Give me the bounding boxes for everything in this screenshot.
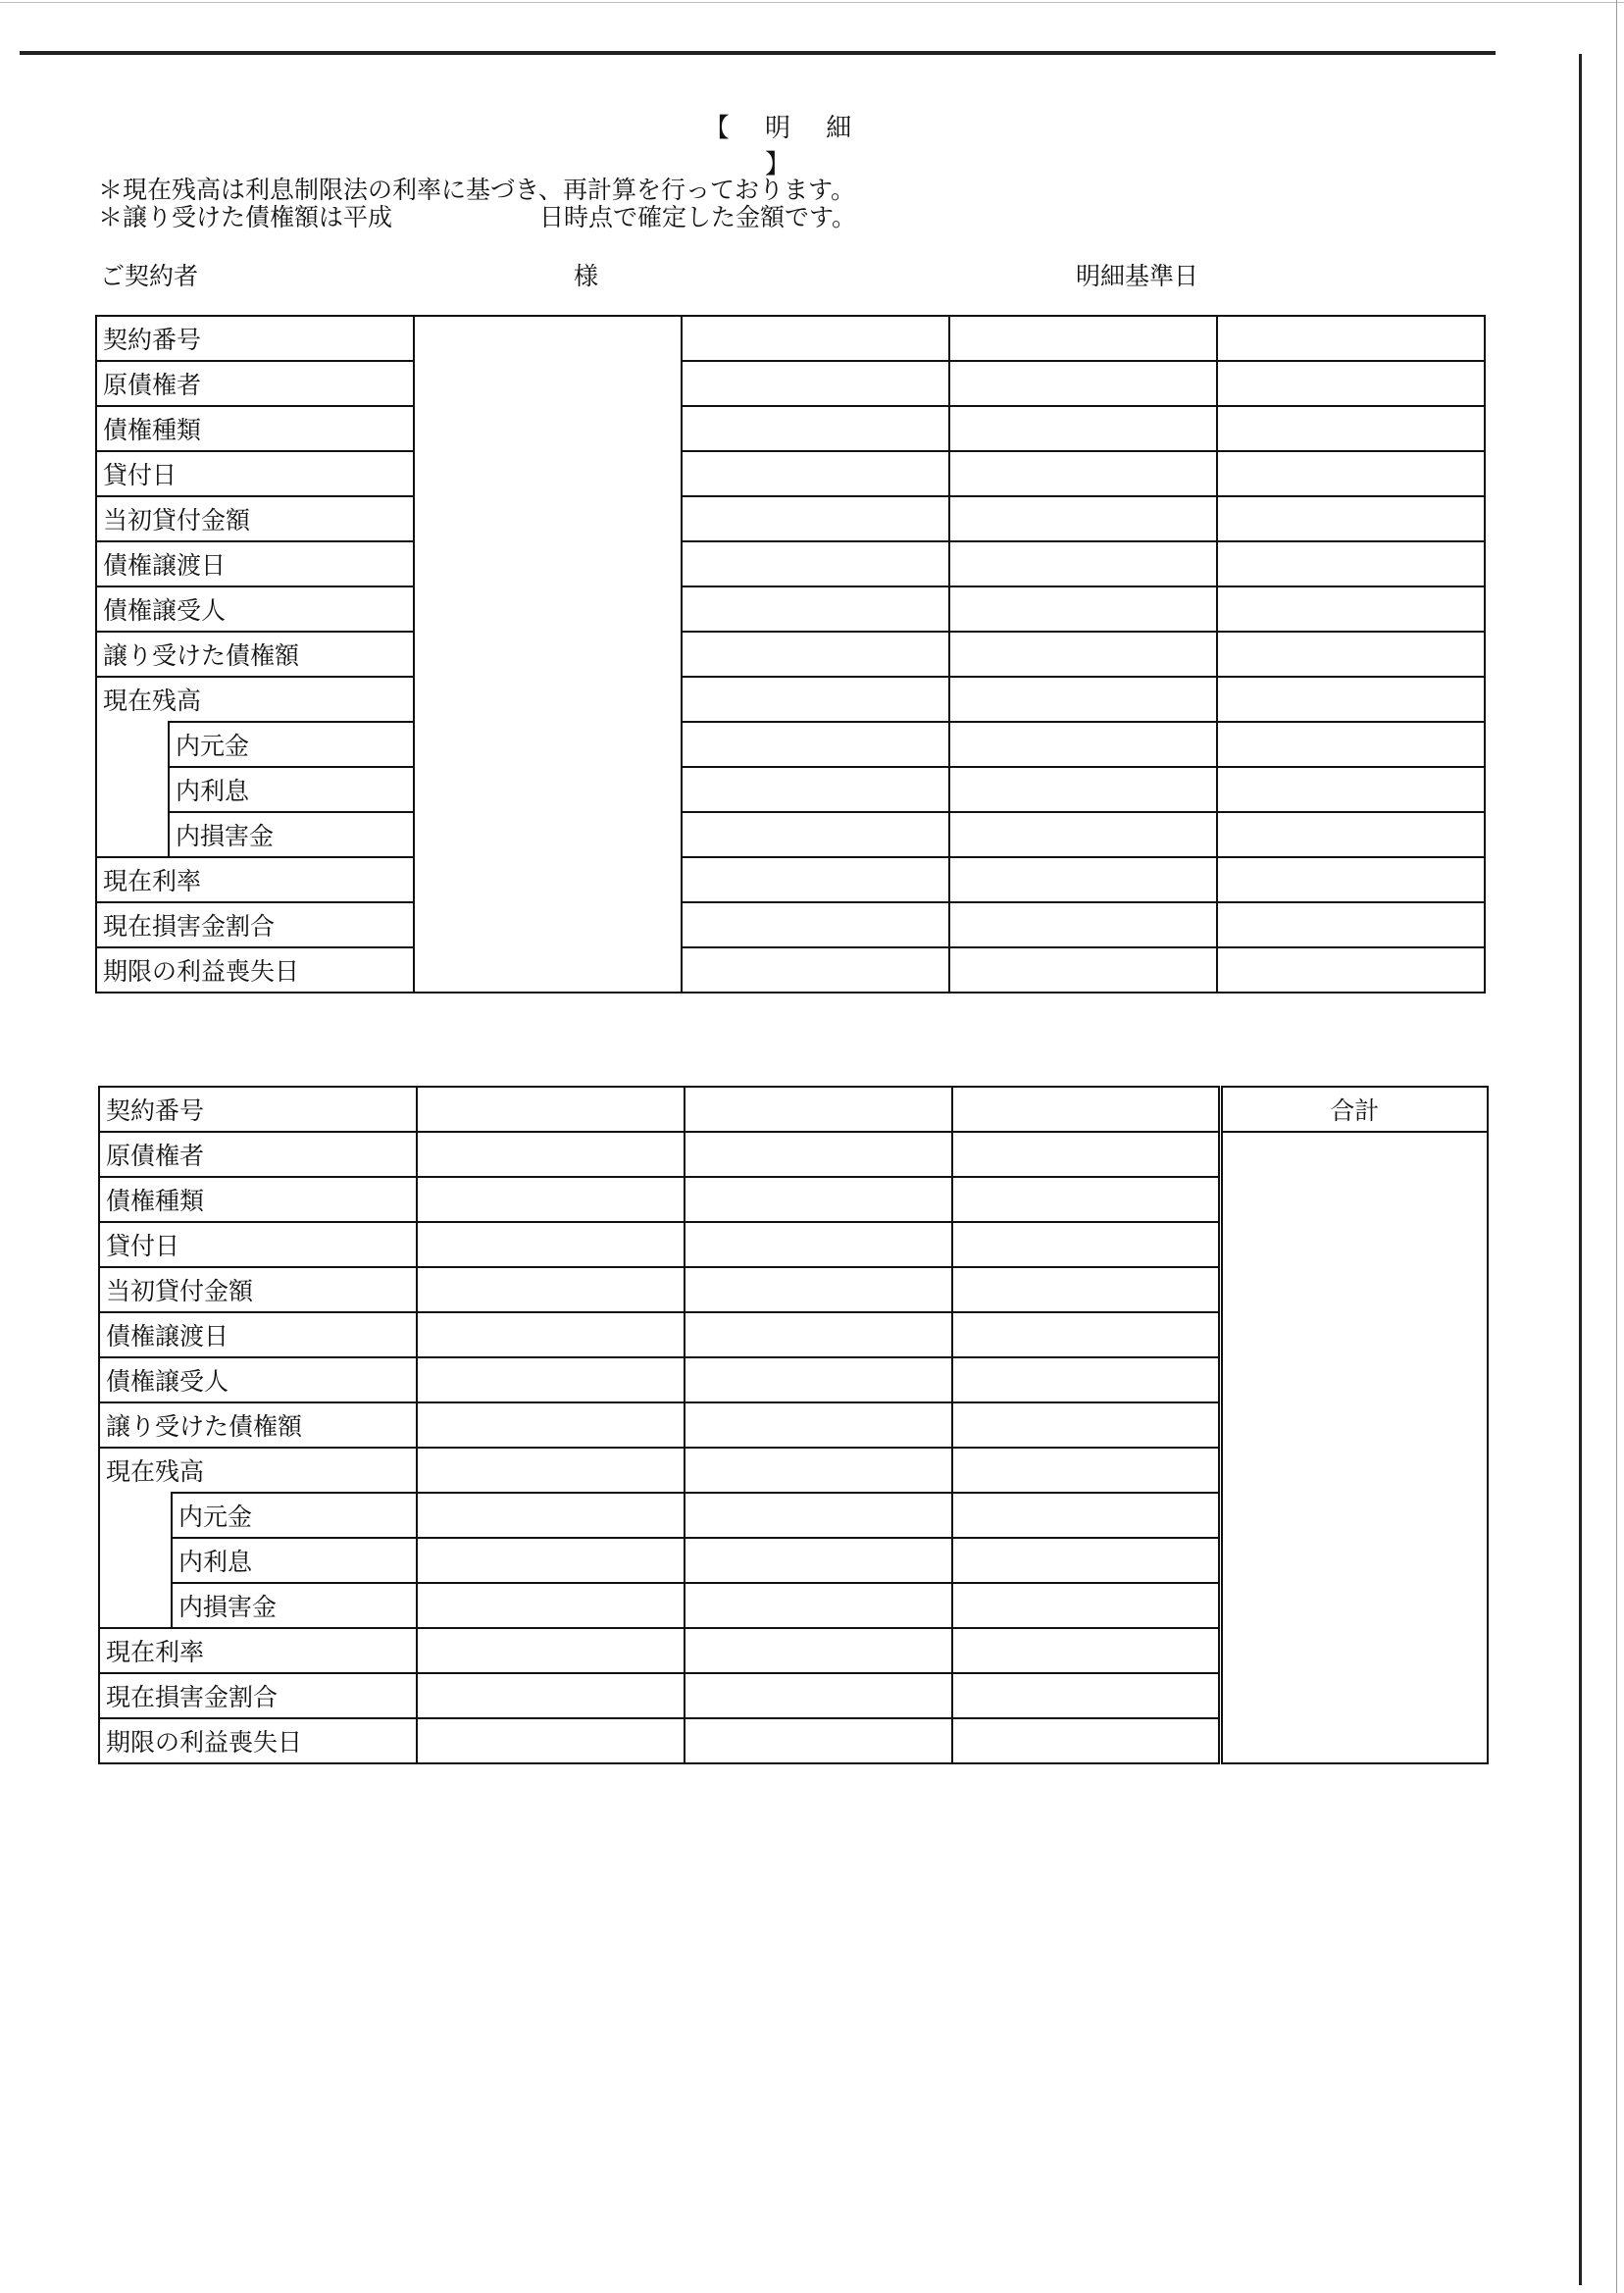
table-row (96, 451, 1485, 496)
table-cell (952, 1357, 1220, 1402)
row-label-contract-no: 契約番号 (96, 316, 414, 361)
table-cell (949, 361, 1217, 406)
table-cell (685, 1628, 952, 1673)
table-cell (949, 677, 1217, 722)
table-cell (417, 1087, 685, 1132)
table-cell (949, 857, 1217, 902)
table-cell (949, 586, 1217, 632)
table-cell (417, 1177, 685, 1222)
table-row (99, 1132, 1488, 1177)
table-cell (949, 316, 1217, 361)
row-label-contract-no: 契約番号 (99, 1087, 417, 1132)
table-row (96, 767, 1485, 812)
table-cell (682, 677, 949, 722)
row-label-damages: 内損害金 (169, 812, 414, 857)
indent-spacer (96, 767, 169, 812)
table-cell (682, 812, 949, 857)
table-cell (682, 722, 949, 767)
table-cell (952, 1132, 1220, 1177)
table-cell (949, 496, 1217, 541)
table-cell (952, 1267, 1220, 1312)
table-row (99, 1087, 1488, 1132)
row-label-loan-date: 貸付日 (99, 1222, 417, 1267)
table-row (96, 316, 1485, 361)
note-recalculation: ＊現在残高は利息制限法の利率に基づき、再計算を行っております。 (98, 176, 856, 204)
table-cell (952, 1538, 1220, 1583)
table-cell (685, 1448, 952, 1493)
row-label-initial-loan-amount: 当初貸付金額 (96, 496, 414, 541)
row-label-loan-date: 貸付日 (96, 451, 414, 496)
detail-table-2 (98, 1086, 1489, 1764)
table-cell (682, 541, 949, 586)
table-cell (949, 451, 1217, 496)
table-row (96, 677, 1485, 722)
table-cell (952, 1628, 1220, 1673)
table-cell (417, 1222, 685, 1267)
table-cell (685, 1583, 952, 1628)
table-cell (417, 1402, 685, 1448)
detail-table-1 (95, 315, 1486, 994)
table-cell (682, 361, 949, 406)
table-cell (949, 632, 1217, 677)
table-cell (949, 947, 1217, 993)
table-cell (685, 1402, 952, 1448)
table-cell (952, 1718, 1220, 1763)
table-cell (1217, 722, 1485, 767)
table-cell (952, 1402, 1220, 1448)
row-label-acceleration-date: 期限の利益喪失日 (99, 1718, 417, 1763)
table-cell (682, 406, 949, 451)
row-label-current-balance: 現在残高 (96, 677, 414, 722)
row-label-current-damage-rate: 現在損害金割合 (96, 902, 414, 947)
row-label-transferred-amount: 譲り受けた債権額 (96, 632, 414, 677)
table-cell (682, 857, 949, 902)
table-cell (417, 1493, 685, 1538)
table-cell (1217, 316, 1485, 361)
table-cell (685, 1673, 952, 1718)
contractor-label: ご契約者 (100, 262, 199, 290)
row-label-claim-type: 債権種類 (96, 406, 414, 451)
table-cell (685, 1493, 952, 1538)
row-label-current-rate: 現在利率 (99, 1628, 417, 1673)
row-label-current-rate: 現在利率 (96, 857, 414, 902)
table-cell (952, 1448, 1220, 1493)
row-label-transferee: 債権譲受人 (96, 586, 414, 632)
table-cell (952, 1177, 1220, 1222)
table-row (96, 586, 1485, 632)
table-cell (417, 1538, 685, 1583)
row-label-current-balance: 現在残高 (99, 1448, 417, 1493)
table-cell (417, 1583, 685, 1628)
row-label-interest: 内利息 (169, 767, 414, 812)
table-cell (417, 1718, 685, 1763)
note-claim-amount (98, 198, 856, 233)
indent-spacer (99, 1538, 172, 1583)
table-cell (417, 1673, 685, 1718)
scan-edge-top (0, 2, 1624, 3)
table-cell (949, 406, 1217, 451)
table-row (96, 361, 1485, 406)
table-cell (682, 451, 949, 496)
note-claim-amount-suffix: 日時点で確定した金額です。 (539, 203, 857, 231)
table-cell (1217, 406, 1485, 451)
table-row (96, 947, 1485, 993)
detail-column-1 (414, 316, 682, 993)
table-row (96, 902, 1485, 947)
table-cell (685, 1087, 952, 1132)
table-cell (949, 541, 1217, 586)
table-cell (682, 632, 949, 677)
row-label-acceleration-date: 期限の利益喪失日 (96, 947, 414, 993)
table-cell (1217, 541, 1485, 586)
table-cell (685, 1222, 952, 1267)
row-label-initial-loan-amount: 当初貸付金額 (99, 1267, 417, 1312)
table-cell (685, 1718, 952, 1763)
table-cell (949, 812, 1217, 857)
table-cell (682, 902, 949, 947)
note-claim-amount-prefix: ＊譲り受けた債権額は平成 (98, 203, 393, 231)
table-cell (949, 722, 1217, 767)
table-cell (417, 1267, 685, 1312)
indent-spacer (99, 1583, 172, 1628)
table-row (96, 632, 1485, 677)
row-label-claim-type: 債権種類 (99, 1177, 417, 1222)
table-cell (952, 1673, 1220, 1718)
table-cell (417, 1312, 685, 1357)
table-cell (685, 1177, 952, 1222)
indent-spacer (99, 1493, 172, 1538)
row-label-transferred-amount: 譲り受けた債権額 (99, 1402, 417, 1448)
row-label-current-damage-rate: 現在損害金割合 (99, 1673, 417, 1718)
row-label-damages: 内損害金 (172, 1583, 417, 1628)
table-cell (682, 947, 949, 993)
table-cell (417, 1132, 685, 1177)
row-label-transfer-date: 債権譲渡日 (99, 1312, 417, 1357)
table-cell (417, 1357, 685, 1402)
table-cell (682, 586, 949, 632)
table-cell (1217, 857, 1485, 902)
row-label-transferee: 債権譲受人 (99, 1357, 417, 1402)
row-label-transfer-date: 債権譲渡日 (96, 541, 414, 586)
table-cell (1217, 902, 1485, 947)
base-date-label: 明細基準日 (1076, 262, 1199, 290)
row-label-interest: 内利息 (172, 1538, 417, 1583)
table-cell (682, 316, 949, 361)
row-label-original-creditor: 原債権者 (99, 1132, 417, 1177)
table-cell (952, 1312, 1220, 1357)
table-cell (1217, 947, 1485, 993)
table-row (96, 812, 1485, 857)
total-column (1220, 1132, 1488, 1763)
table-cell (1217, 812, 1485, 857)
table-row (96, 541, 1485, 586)
table-cell (417, 1628, 685, 1673)
table-cell (685, 1357, 952, 1402)
table-cell (1217, 496, 1485, 541)
table-cell (952, 1493, 1220, 1538)
table-row (96, 496, 1485, 541)
total-column-header: 合計 (1220, 1087, 1488, 1132)
table-cell (682, 767, 949, 812)
table-cell (1217, 677, 1485, 722)
row-label-original-creditor: 原債権者 (96, 361, 414, 406)
table-cell (1217, 451, 1485, 496)
table-cell (952, 1087, 1220, 1132)
table-cell (685, 1538, 952, 1583)
table-cell (952, 1222, 1220, 1267)
table-cell (685, 1312, 952, 1357)
table-cell (1217, 767, 1485, 812)
indent-spacer (96, 812, 169, 857)
document-title: 【 明 細 】 (703, 114, 866, 179)
table-cell (417, 1448, 685, 1493)
table-cell (685, 1267, 952, 1312)
table-cell (685, 1132, 952, 1177)
table-row (96, 406, 1485, 451)
table-cell (1217, 586, 1485, 632)
honorific-label: 様 (574, 262, 599, 290)
indent-spacer (96, 722, 169, 767)
table-cell (949, 902, 1217, 947)
row-label-principal: 内元金 (169, 722, 414, 767)
scan-border-right (1579, 54, 1582, 2285)
table-row (96, 857, 1485, 902)
table-cell (1217, 361, 1485, 406)
table-row (96, 722, 1485, 767)
row-label-principal: 内元金 (172, 1493, 417, 1538)
table-cell (1217, 632, 1485, 677)
table-cell (952, 1583, 1220, 1628)
table-cell (682, 496, 949, 541)
scan-edge-right (1616, 0, 1617, 2293)
scan-border-top (20, 51, 1496, 55)
table-cell (949, 767, 1217, 812)
